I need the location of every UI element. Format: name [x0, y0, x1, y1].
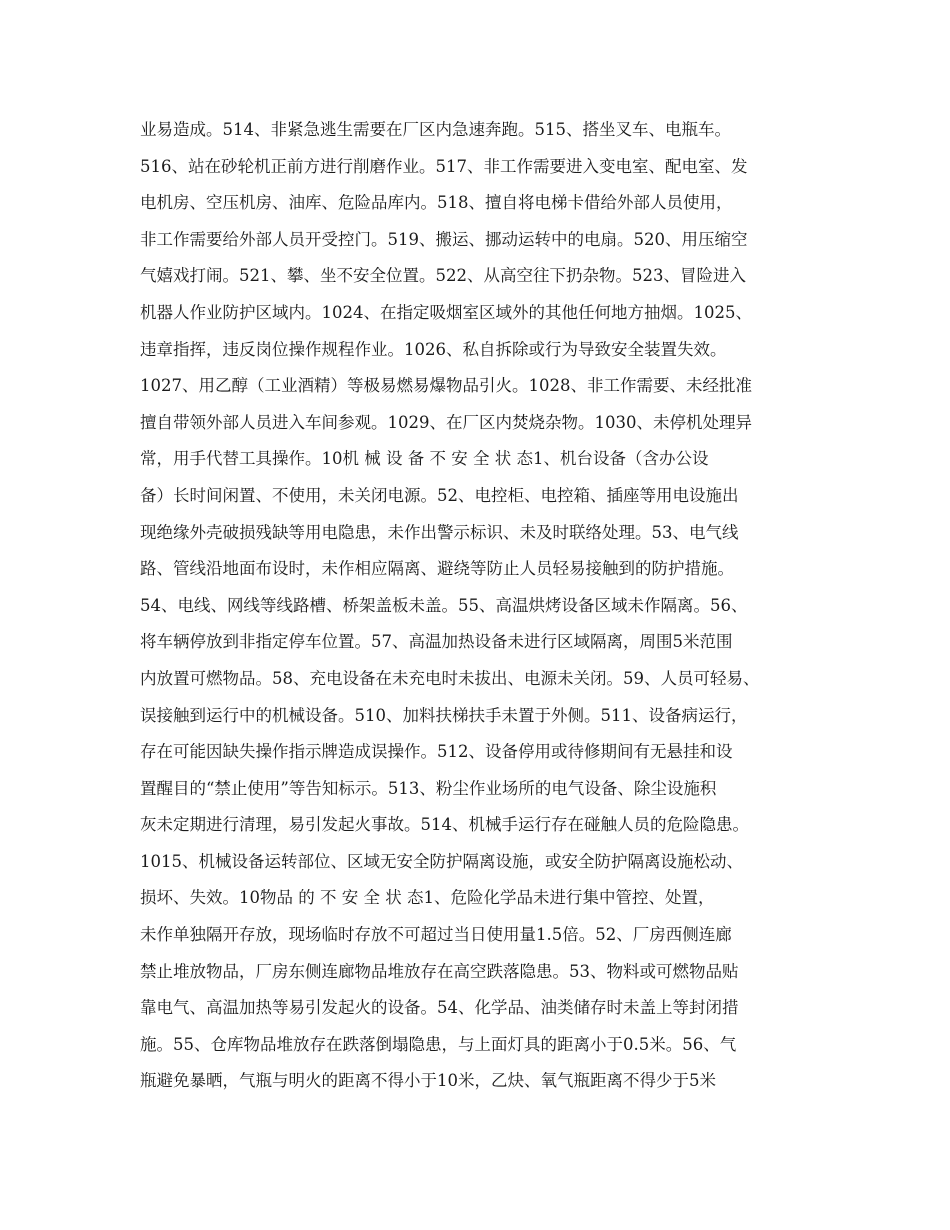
text-line: 1027、用乙醇（工业酒精）等极易燃易爆物品引火。1028、非工作需要、未经批准 — [140, 376, 752, 396]
text-line: 擅自带领外部人员进入车间参观。1029、在厂区内焚烧杂物。1030、未停机处理异 — [140, 412, 752, 432]
text-line: 未作单独隔开存放，现场临时存放不可超过当日使用量1.5倍。52、厂房西侧连廊 — [140, 925, 732, 945]
text-line: 业易造成。514、非紧急逃生需要在厂区内急速奔跑。515、搭坐叉车、电瓶车。 — [140, 120, 731, 139]
text-line: 电机房、空压机房、油库、危险品库内。518、擅自将电梯卡借给外部人员使用， — [140, 193, 733, 213]
text-line: 存在可能因缺失操作指示牌造成误操作。512、设备停用或待修期间有无悬挂和设 — [140, 742, 733, 762]
text-line: 路、管线沿地面布设时，未作相应隔离、避绕等防止人员轻易接触到的防护措施。 — [140, 559, 734, 579]
text-line: 1015、机械设备运转部位、区域无安全防护隔离设施，或安全防护隔离设施松动、 — [140, 851, 743, 871]
text-line: 54、电线、网线等线路槽、桥架盖板未盖。55、高温烘烤设备区域未作隔离。56、 — [140, 595, 748, 615]
text-line: 置醒目的“禁止使用”等告知标示。513、粉尘作业场所的电气设备、除尘设施积 — [140, 778, 717, 798]
text-line: 内放置可燃物品。58、充电设备在未充电时未拔出、电源未关闭。59、人员可轻易、 — [140, 668, 760, 688]
text-line: 备）长时间闲置、不使用，未关闭电源。52、电控柜、电控箱、插座等用电设施出 — [140, 485, 739, 505]
text-line: 靠电气、高温加热等易引发起火的设备。54、化学品、油类储存时未盖上等封闭措 — [140, 998, 739, 1018]
text-line: 现绝缘外壳破损残缺等用电隐患，未作出警示标识、未及时联络处理。53、电气线 — [140, 522, 739, 542]
text-line: 违章指挥，违反岗位操作规程作业。1026、私自拆除或行为导致安全装置失效。 — [140, 339, 727, 359]
text-line: 非工作需要给外部人员开受控门。519、搬运、挪动运转中的电扇。520、用压缩空 — [140, 229, 748, 249]
text-line: 516、站在砂轮机正前方进行削磨作业。517、非工作需要进入变电室、配电室、发 — [140, 156, 748, 176]
text-line: 施。55、仓库物品堆放存在跌落倒塌隐患，与上面灯具的距离小于0.5米。56、气 — [140, 1034, 737, 1054]
text-line: 常，用手代替工具操作。10机 械 设 备 不 安 全 状 态1、机台设备（含办公设 — [140, 449, 709, 469]
text-line: 灰未定期进行清理，易引发起火事故。514、机械手运行存在碰触人员的危险隐患。 — [140, 815, 749, 835]
text-line: 将车辆停放到非指定停车位置。57、高温加热设备未进行区域隔离，周围5米范围 — [140, 632, 733, 652]
text-line: 误接触到运行中的机械设备。510、加料扶梯扶手未置于外侧。511、设备病运行， — [140, 705, 748, 725]
text-line: 机器人作业防护区域内。1024、在指定吸烟室区域外的其他任何地方抽烟。1025、 — [140, 302, 752, 322]
body-text — [140, 112, 840, 1100]
text-line: 禁止堆放物品，厂房东侧连廊物品堆放存在高空跌落隐患。53、物料或可燃物品贴 — [140, 961, 739, 981]
text-line: 损坏、失效。10物品 的 不 安 全 状 态1、危险化学品未进行集中管控、处置， — [140, 888, 715, 908]
text-line: 瓶避免暴晒，气瓶与明火的距离不得小于10米，乙炔、氧气瓶距离不得少于5米 — [140, 1071, 716, 1091]
text-line: 气嬉戏打闹。521、攀、坐不安全位置。522、从高空往下扔杂物。523、冒险进入 — [140, 266, 746, 286]
